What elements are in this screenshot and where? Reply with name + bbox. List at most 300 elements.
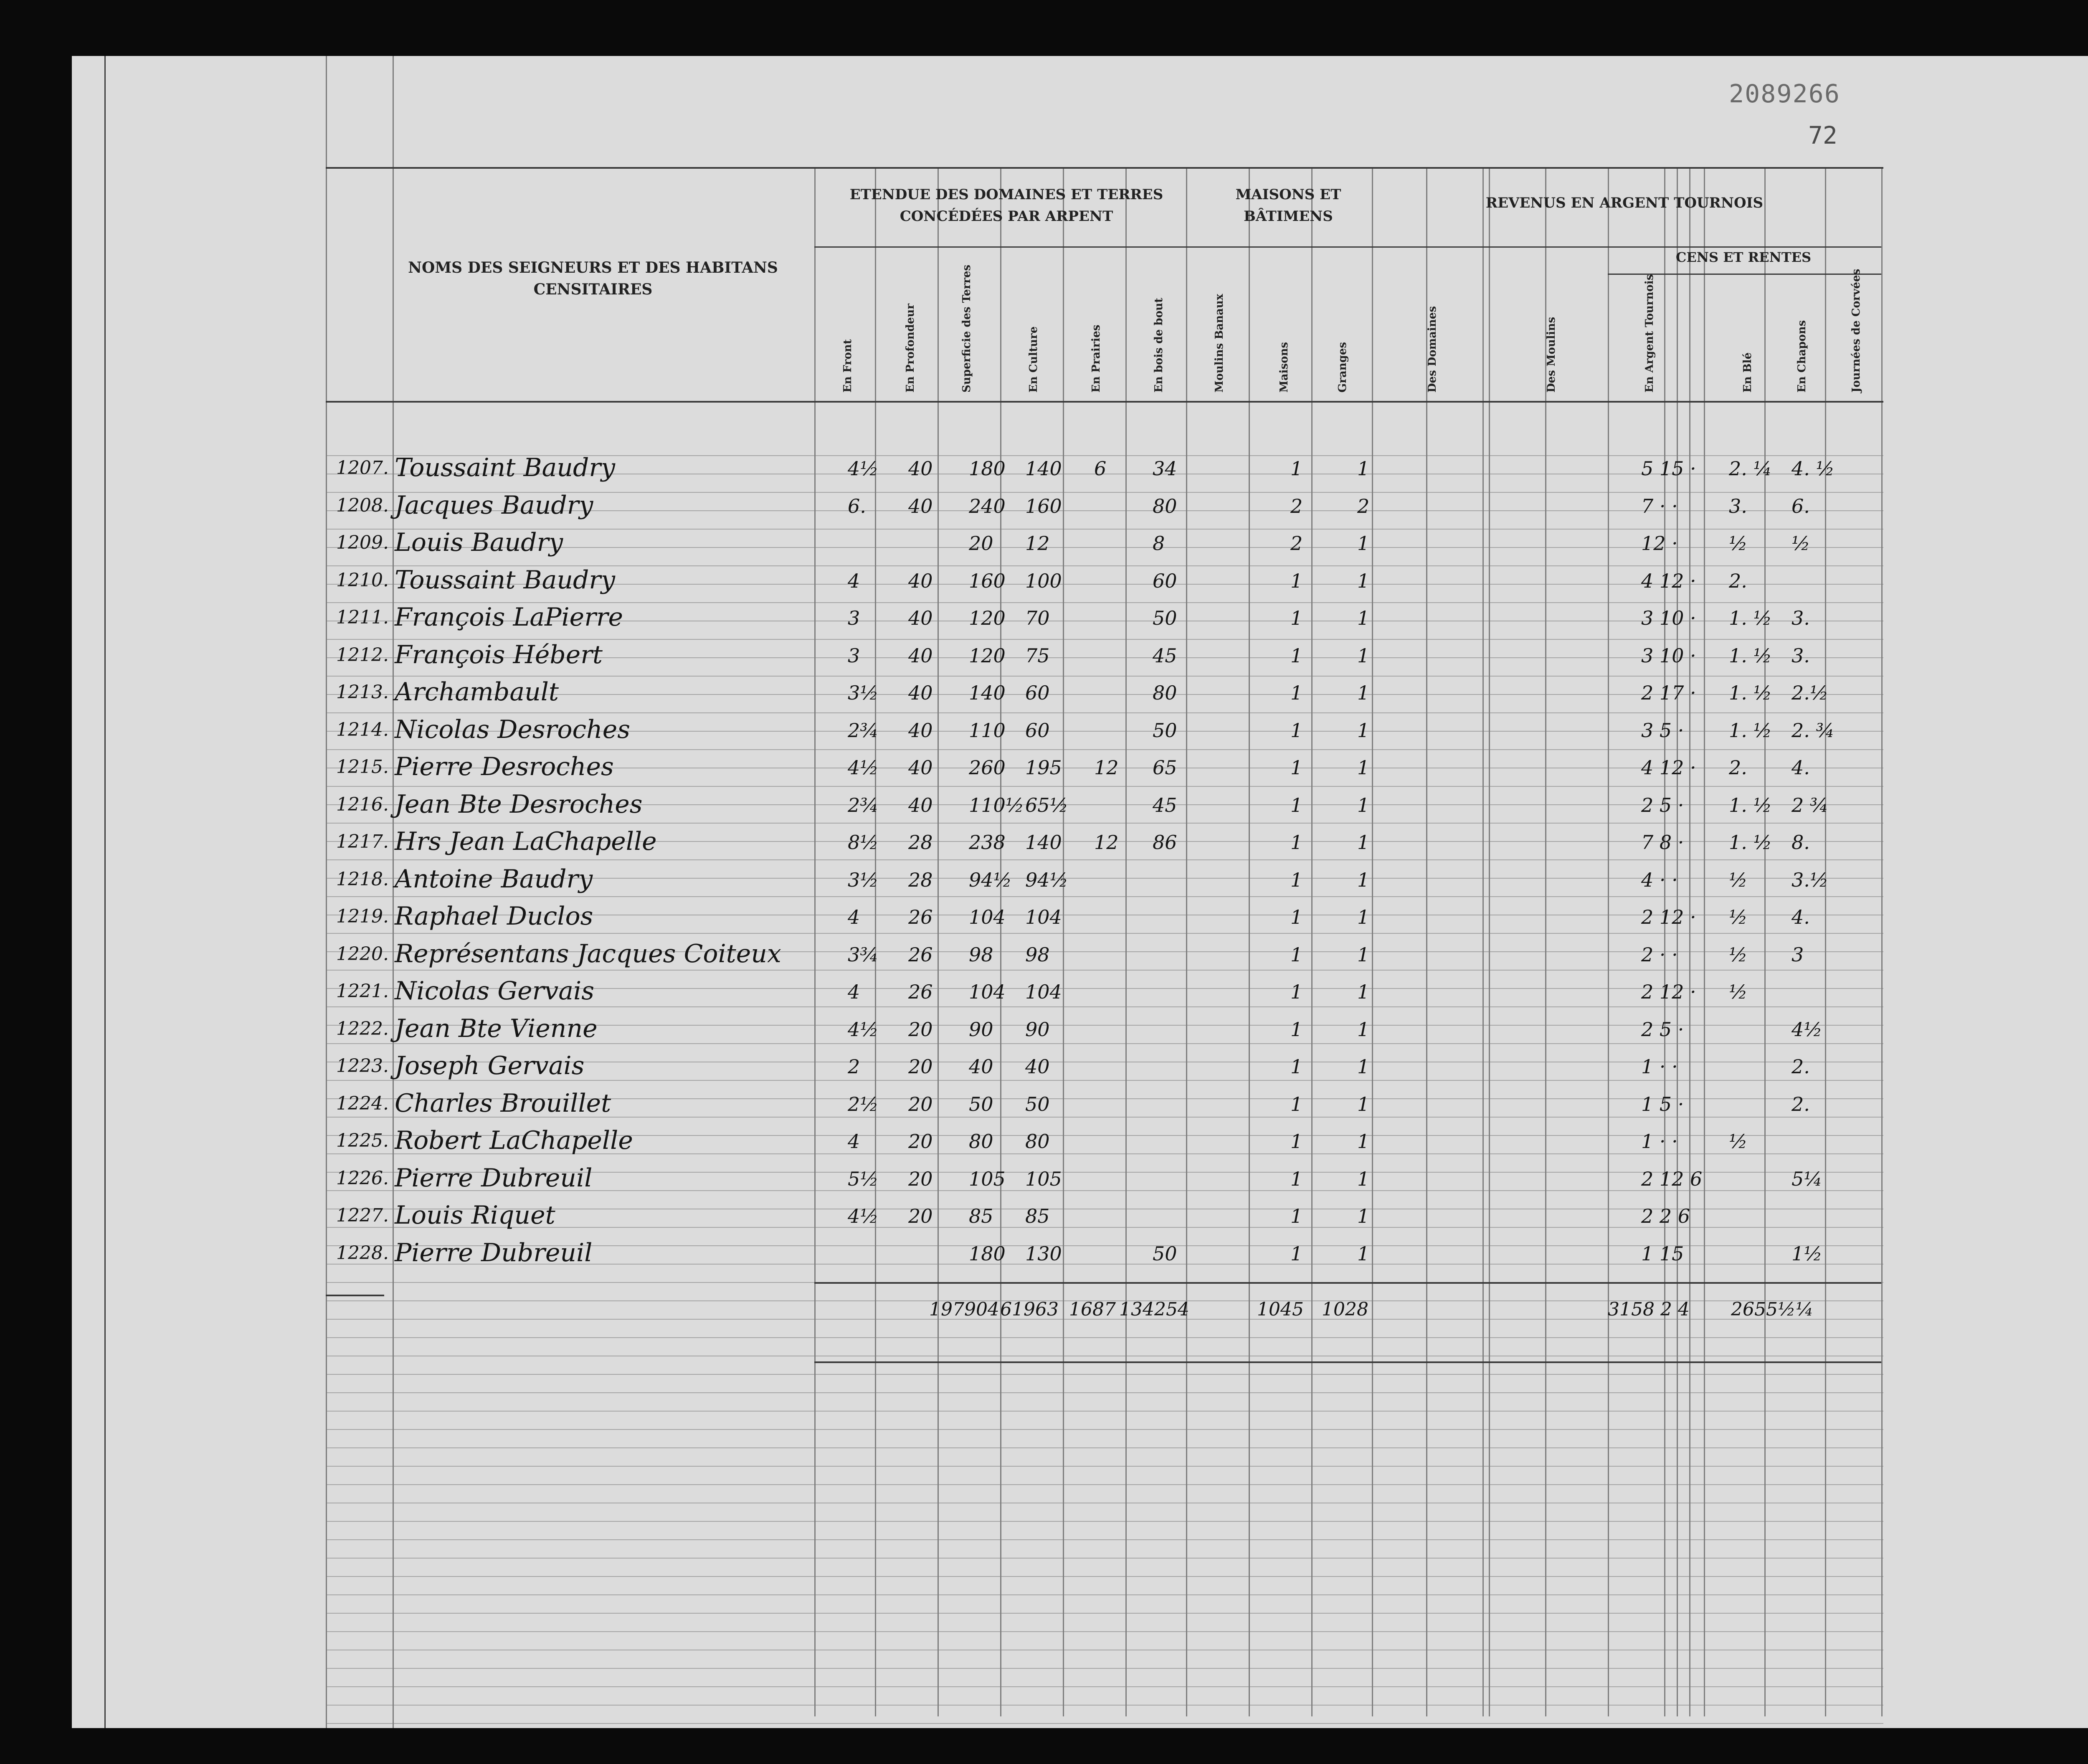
- superficie: 90: [969, 1018, 993, 1041]
- superficie: 260: [969, 756, 1006, 779]
- maisons: 1: [1290, 644, 1303, 667]
- en-bois: 50: [1153, 1242, 1177, 1265]
- total-prair: 1687: [1069, 1299, 1116, 1320]
- granges: 1: [1357, 682, 1370, 704]
- column-rule: [1764, 167, 1766, 1716]
- habitant-name: Louis Riquet: [395, 1201, 555, 1230]
- habitant-name: Hrs Jean LaChapelle: [395, 827, 657, 856]
- en-culture: 104: [1025, 906, 1062, 928]
- en-front: 4½: [848, 457, 879, 480]
- superficie: 104: [969, 906, 1006, 928]
- en-profondeur: 20: [908, 1205, 933, 1227]
- maisons: 1: [1290, 719, 1303, 742]
- superficie: 20: [969, 532, 993, 555]
- cens-ble: ½: [1729, 1130, 1748, 1153]
- row-number: 1216.: [336, 793, 389, 815]
- column-rule: [1689, 167, 1690, 1716]
- header-etendue: ETENDUE DES DOMAINES ET TERRES CONCÉDÉES PAR ARPENT: [849, 186, 1163, 225]
- en-bois: 65: [1153, 756, 1177, 779]
- column-rule: [938, 167, 939, 1716]
- en-profondeur: 20: [908, 1055, 933, 1078]
- column-header: Superficie des Terres: [960, 264, 973, 393]
- column-rule: [1186, 167, 1187, 1716]
- en-bois: 50: [1153, 607, 1177, 629]
- en-profondeur: 20: [908, 1018, 933, 1041]
- en-front: 4½: [848, 1018, 879, 1041]
- row-number: 1222.: [336, 1018, 389, 1039]
- row-number: 1211.: [336, 607, 389, 628]
- granges: 1: [1357, 906, 1370, 928]
- superficie: 105: [969, 1167, 1006, 1190]
- superficie: 98: [969, 943, 993, 966]
- en-front: 2½: [848, 1092, 879, 1115]
- superficie: 85: [969, 1205, 993, 1227]
- header-bottom-rule: [326, 401, 1883, 403]
- column-header: En Blé: [1741, 352, 1754, 393]
- ruled-line: [326, 1374, 1883, 1375]
- column-header: En Profondeur: [904, 303, 917, 393]
- ruled-line: [326, 1043, 1883, 1044]
- cens-ble: ½: [1729, 981, 1748, 1003]
- maisons: 1: [1290, 569, 1303, 592]
- en-front: 4½: [848, 1205, 879, 1227]
- cens-chapons: 1½: [1792, 1242, 1822, 1265]
- superficie: 120: [969, 644, 1006, 667]
- granges: 1: [1357, 719, 1370, 742]
- column-rule: [1249, 167, 1250, 1716]
- ruled-line: [326, 676, 1883, 677]
- maisons: 2: [1290, 494, 1303, 517]
- cens-chapons: 4.: [1792, 906, 1810, 928]
- column-header: En Prairies: [1090, 324, 1102, 393]
- row-number: 1213.: [336, 682, 389, 703]
- en-front: 3¾: [848, 943, 879, 966]
- column-rule: [326, 56, 327, 1728]
- maisons: 1: [1290, 868, 1303, 891]
- column-header: Granges: [1336, 342, 1349, 393]
- total-bois: 134254: [1119, 1299, 1189, 1320]
- maisons: 1: [1290, 756, 1303, 779]
- row-number: 1207.: [336, 457, 389, 479]
- header-cens: CENS ET RENTES: [1675, 249, 1812, 265]
- granges: 2: [1357, 494, 1370, 517]
- en-prairies: 12: [1094, 831, 1119, 854]
- totals-top-rule: [814, 1282, 1881, 1284]
- ruled-line: [326, 1723, 1883, 1724]
- cens-argent: 7 · ·: [1641, 494, 1678, 517]
- ruled-line: [326, 859, 1883, 860]
- cens-argent: 4 12 ·: [1641, 756, 1696, 779]
- en-profondeur: 26: [908, 906, 933, 928]
- total-cult: 61963: [1000, 1299, 1059, 1320]
- granges: 1: [1357, 1018, 1370, 1041]
- row-number: 1220.: [336, 943, 389, 965]
- habitant-name: Pierre Dubreuil: [395, 1238, 593, 1267]
- ruled-line: [326, 1668, 1883, 1669]
- column-header: En Culture: [1027, 326, 1040, 393]
- en-bois: 80: [1153, 494, 1177, 517]
- ruled-line: [326, 1006, 1883, 1007]
- granges: 1: [1357, 981, 1370, 1003]
- cens-chapons: ½: [1792, 532, 1810, 555]
- cens-argent: 2 12 6: [1641, 1167, 1703, 1190]
- en-profondeur: 20: [908, 1130, 933, 1153]
- en-profondeur: 40: [908, 682, 933, 704]
- en-profondeur: 20: [908, 1167, 933, 1190]
- cens-ble: 2.: [1729, 569, 1747, 592]
- row-number: 1223.: [336, 1055, 389, 1077]
- habitant-name: Jean Bte Desroches: [395, 789, 643, 819]
- superficie: 110½: [969, 793, 1024, 816]
- row-number: 1218.: [336, 868, 389, 890]
- en-culture: 160: [1025, 494, 1062, 517]
- header-revenus: REVENUS EN ARGENT TOURNOIS: [1485, 195, 1764, 211]
- habitant-name: Jacques Baudry: [395, 490, 593, 520]
- en-front: 4: [848, 981, 860, 1003]
- column-header: En Chapons: [1796, 320, 1808, 393]
- superficie: 180: [969, 1242, 1006, 1265]
- superficie: 238: [969, 831, 1006, 854]
- habitant-name: Jean Bte Vienne: [395, 1014, 598, 1043]
- en-culture: 98: [1025, 943, 1050, 966]
- header-names: NOMS DES SEIGNEURS ET DES HABITANS CENSITAIRES: [408, 259, 778, 298]
- maisons: 1: [1290, 682, 1303, 704]
- cens-argent: 2 12 ·: [1641, 906, 1696, 928]
- superficie: 104: [969, 981, 1006, 1003]
- margin-rule: [104, 56, 106, 1728]
- granges: 1: [1357, 532, 1370, 555]
- cens-chapons: 5¼: [1792, 1167, 1822, 1190]
- ruled-line: [326, 1705, 1883, 1706]
- ruled-line: [326, 786, 1883, 787]
- row-number: 1221.: [336, 981, 389, 1002]
- en-profondeur: 26: [908, 943, 933, 966]
- superficie: 120: [969, 607, 1006, 629]
- cens-argent: 2 12 ·: [1641, 981, 1696, 1003]
- column-rule: [1545, 167, 1546, 1716]
- granges: 1: [1357, 607, 1370, 629]
- cens-argent: 4 · ·: [1641, 868, 1678, 891]
- cens-argent: 1 15: [1641, 1242, 1684, 1265]
- cens-chapons: 4. ½: [1792, 457, 1835, 480]
- granges: 1: [1357, 1055, 1370, 1078]
- en-profondeur: 26: [908, 981, 933, 1003]
- en-bois: 45: [1153, 793, 1177, 816]
- column-rule: [1881, 167, 1883, 1716]
- cens-argent: 2 17 ·: [1641, 682, 1696, 704]
- en-culture: 70: [1025, 607, 1050, 629]
- ruled-line: [326, 1576, 1883, 1577]
- cens-chapons: 3.½: [1792, 868, 1829, 891]
- en-profondeur: 40: [908, 494, 933, 517]
- column-rule: [1426, 167, 1427, 1716]
- en-culture: 140: [1025, 457, 1062, 480]
- column-header: Journées de Corvées: [1850, 269, 1862, 393]
- cens-argent: 4 12 ·: [1641, 569, 1696, 592]
- column-header: Des Moulins: [1545, 317, 1558, 393]
- ruled-line: [326, 1631, 1883, 1632]
- cens-chapons: 8.: [1792, 831, 1810, 854]
- en-profondeur: 40: [908, 607, 933, 629]
- en-profondeur: 28: [908, 868, 933, 891]
- en-front: 4½: [848, 756, 879, 779]
- total-ble: 2655½: [1731, 1299, 1796, 1320]
- ruled-line: [326, 1447, 1883, 1448]
- maisons: 1: [1290, 1205, 1303, 1227]
- cens-chapons: 3: [1792, 943, 1804, 966]
- row-number: 1228.: [336, 1242, 389, 1264]
- en-culture: 75: [1025, 644, 1050, 667]
- superficie: 110: [969, 719, 1006, 742]
- row-number: 1214.: [336, 719, 389, 740]
- superficie: 94½: [969, 868, 1012, 891]
- habitant-name: François Hébert: [395, 640, 603, 669]
- superficie: 140: [969, 682, 1006, 704]
- column-rule: [1372, 167, 1373, 1716]
- en-front: 4: [848, 1130, 860, 1153]
- granges: 1: [1357, 756, 1370, 779]
- row-number: 1209.: [336, 532, 389, 553]
- en-front: 3½: [848, 682, 879, 704]
- en-bois: 86: [1153, 831, 1177, 854]
- habitant-name: Toussaint Baudry: [395, 565, 615, 595]
- en-profondeur: 20: [908, 1092, 933, 1115]
- granges: 1: [1357, 1242, 1370, 1265]
- en-culture: 85: [1025, 1205, 1050, 1227]
- superficie: 240: [969, 494, 1006, 517]
- row-number: 1219.: [336, 906, 389, 927]
- en-bois: 80: [1153, 682, 1177, 704]
- maisons: 1: [1290, 1018, 1303, 1041]
- en-front: 2¾: [848, 719, 879, 742]
- en-profondeur: 40: [908, 644, 933, 667]
- header-maisons: MAISONS ET BÂTIMENS: [1235, 186, 1341, 225]
- ledger-page: [72, 56, 2088, 1728]
- total-argent: 3158 2 4: [1608, 1299, 1690, 1320]
- en-front: 4: [848, 569, 860, 592]
- maisons: 1: [1290, 831, 1303, 854]
- cens-chapons: 4.: [1792, 756, 1810, 779]
- en-culture: 130: [1025, 1242, 1062, 1265]
- en-front: 8½: [848, 831, 879, 854]
- en-bois: 34: [1153, 457, 1177, 480]
- en-front: 3½: [848, 868, 879, 891]
- column-rule: [1704, 167, 1705, 1716]
- row-number: 1226.: [336, 1167, 389, 1189]
- en-profondeur: 28: [908, 831, 933, 854]
- en-prairies: 12: [1094, 756, 1119, 779]
- maisons: 1: [1290, 457, 1303, 480]
- en-culture: 94½: [1025, 868, 1069, 891]
- column-header: En Argent Tournois: [1643, 274, 1656, 393]
- superficie: 160: [969, 569, 1006, 592]
- cens-argent: 7 8 ·: [1641, 831, 1684, 854]
- cens-argent: 2 · ·: [1641, 943, 1678, 966]
- granges: 1: [1357, 569, 1370, 592]
- habitant-name: Pierre Dubreuil: [395, 1163, 593, 1193]
- en-culture: 90: [1025, 1018, 1050, 1041]
- column-header: Moulins Banaux: [1213, 294, 1226, 393]
- granges: 1: [1357, 1205, 1370, 1227]
- cens-argent: 3 5 ·: [1641, 719, 1684, 742]
- en-bois: 8: [1153, 532, 1165, 555]
- habitant-name: Charles Brouillet: [395, 1088, 611, 1118]
- en-front: 3: [848, 644, 860, 667]
- row-number: 1227.: [336, 1205, 389, 1226]
- column-rule: [875, 167, 876, 1716]
- ruled-line: [326, 1558, 1883, 1559]
- granges: 1: [1357, 1092, 1370, 1115]
- ruled-line: [326, 970, 1883, 971]
- en-culture: 50: [1025, 1092, 1050, 1115]
- cens-ble: 1. ½: [1729, 831, 1772, 854]
- cens-argent: 3 10 ·: [1641, 607, 1696, 629]
- ruled-line: [326, 1613, 1883, 1614]
- en-profondeur: 40: [908, 793, 933, 816]
- column-rule: [1608, 167, 1609, 1716]
- maisons: 1: [1290, 981, 1303, 1003]
- habitant-name: Joseph Gervais: [395, 1051, 585, 1080]
- column-rule: [1311, 167, 1313, 1716]
- en-bois: 60: [1153, 569, 1177, 592]
- cens-argent: 2 5 ·: [1641, 793, 1684, 816]
- column-rule: [393, 56, 394, 1728]
- cens-chapons: 3.: [1792, 644, 1810, 667]
- column-rule: [1000, 167, 1001, 1716]
- cens-argent: 1 · ·: [1641, 1130, 1678, 1153]
- cens-argent: 2 2 6: [1641, 1205, 1690, 1227]
- cens-ble: ½: [1729, 943, 1748, 966]
- en-front: 2¾: [848, 793, 879, 816]
- row-number: 1212.: [336, 644, 389, 666]
- en-bois: 45: [1153, 644, 1177, 667]
- maisons: 2: [1290, 532, 1303, 555]
- en-culture: 140: [1025, 831, 1062, 854]
- row-number: 1210.: [336, 569, 389, 591]
- column-header: Maisons: [1278, 342, 1290, 393]
- habitant-name: Représentans Jacques Coiteux: [395, 939, 781, 968]
- en-profondeur: 40: [908, 719, 933, 742]
- ruled-line: [326, 1429, 1883, 1430]
- column-rule: [1063, 167, 1064, 1716]
- cens-argent: 1 · ·: [1641, 1055, 1678, 1078]
- habitant-name: Antoine Baudry: [395, 864, 593, 894]
- superficie: 50: [969, 1092, 993, 1115]
- maisons: 1: [1290, 793, 1303, 816]
- superficie: 40: [969, 1055, 993, 1078]
- cens-argent: 2 5 ·: [1641, 1018, 1684, 1041]
- en-front: 3: [848, 607, 860, 629]
- ruled-line: [326, 1521, 1883, 1522]
- cens-chapons: 2.: [1792, 1055, 1810, 1078]
- cens-chapons: 4½: [1792, 1018, 1822, 1041]
- cens-chapons: 6.: [1792, 494, 1810, 517]
- granges: 1: [1357, 1167, 1370, 1190]
- page-number: 72: [1808, 121, 1837, 150]
- total-maisons: 1045: [1257, 1299, 1304, 1320]
- ruled-line: [326, 1594, 1883, 1595]
- habitant-name: François LaPierre: [395, 603, 623, 632]
- cens-ble: ½: [1729, 906, 1748, 928]
- cens-argent: 1 5 ·: [1641, 1092, 1684, 1115]
- habitant-name: Nicolas Gervais: [395, 976, 595, 1006]
- en-culture: 60: [1025, 719, 1050, 742]
- granges: 1: [1357, 457, 1370, 480]
- total-granges: 1028: [1322, 1299, 1368, 1320]
- en-culture: 40: [1025, 1055, 1050, 1078]
- ruled-line: [326, 1411, 1883, 1412]
- cens-chapons: 2.½: [1792, 682, 1829, 704]
- cens-argent: 3 10 ·: [1641, 644, 1696, 667]
- row-number: 1208.: [336, 494, 389, 516]
- en-front: 5½: [848, 1167, 879, 1190]
- en-profondeur: 40: [908, 457, 933, 480]
- ruled-line: [326, 1686, 1883, 1687]
- ruled-line: [326, 712, 1883, 713]
- granges: 1: [1357, 1130, 1370, 1153]
- habitant-name: Louis Baudry: [395, 528, 563, 557]
- en-front: 6.: [848, 494, 866, 517]
- en-profondeur: 40: [908, 569, 933, 592]
- habitant-name: Archambault: [395, 677, 559, 707]
- ruled-line: [326, 1337, 1883, 1338]
- column-rule: [1664, 167, 1665, 1716]
- en-culture: 12: [1025, 532, 1050, 555]
- maisons: 1: [1290, 1167, 1303, 1190]
- habitant-name: Pierre Desroches: [395, 752, 614, 781]
- superficie: 80: [969, 1130, 993, 1153]
- habitant-name: Toussaint Baudry: [395, 453, 615, 482]
- ruled-line: [326, 1484, 1883, 1485]
- cens-ble: 1. ½: [1729, 682, 1772, 704]
- row-number: 1225.: [336, 1130, 389, 1151]
- column-header: En bois de bout: [1153, 297, 1165, 393]
- column-rule: [814, 167, 816, 1716]
- maisons: 1: [1290, 906, 1303, 928]
- row-end-rule: [326, 1295, 384, 1296]
- granges: 1: [1357, 943, 1370, 966]
- granges: 1: [1357, 868, 1370, 891]
- en-bois: 50: [1153, 719, 1177, 742]
- cens-chapons: 2.: [1792, 1092, 1810, 1115]
- ruled-line: [326, 1466, 1883, 1467]
- column-rule: [1482, 167, 1484, 1716]
- habitant-name: Raphael Duclos: [395, 902, 593, 931]
- cens-chapons: 2 ¾: [1792, 793, 1829, 816]
- cens-ble: 1. ½: [1729, 793, 1772, 816]
- granges: 1: [1357, 793, 1370, 816]
- row-number: 1224.: [336, 1092, 389, 1114]
- column-header: Des Domaines: [1426, 306, 1439, 393]
- ruled-line: [326, 823, 1883, 824]
- totals-bottom-rule: [814, 1361, 1881, 1363]
- en-culture: 104: [1025, 981, 1062, 1003]
- cens-ble: 3.: [1729, 494, 1747, 517]
- cens-argent: 5 15 ·: [1641, 457, 1696, 480]
- column-header: En Front: [841, 339, 854, 393]
- cens-argent: 12 ·: [1641, 532, 1678, 555]
- en-profondeur: 40: [908, 756, 933, 779]
- column-rule: [1489, 167, 1490, 1716]
- header-top-rule: [326, 167, 1883, 169]
- column-rule: [1825, 167, 1826, 1716]
- cens-ble: ½: [1729, 868, 1748, 891]
- maisons: 1: [1290, 943, 1303, 966]
- cens-ble: 2.: [1729, 756, 1747, 779]
- cens-ble: 1. ½: [1729, 607, 1772, 629]
- habitant-name: Nicolas Desroches: [395, 715, 630, 744]
- maisons: 1: [1290, 607, 1303, 629]
